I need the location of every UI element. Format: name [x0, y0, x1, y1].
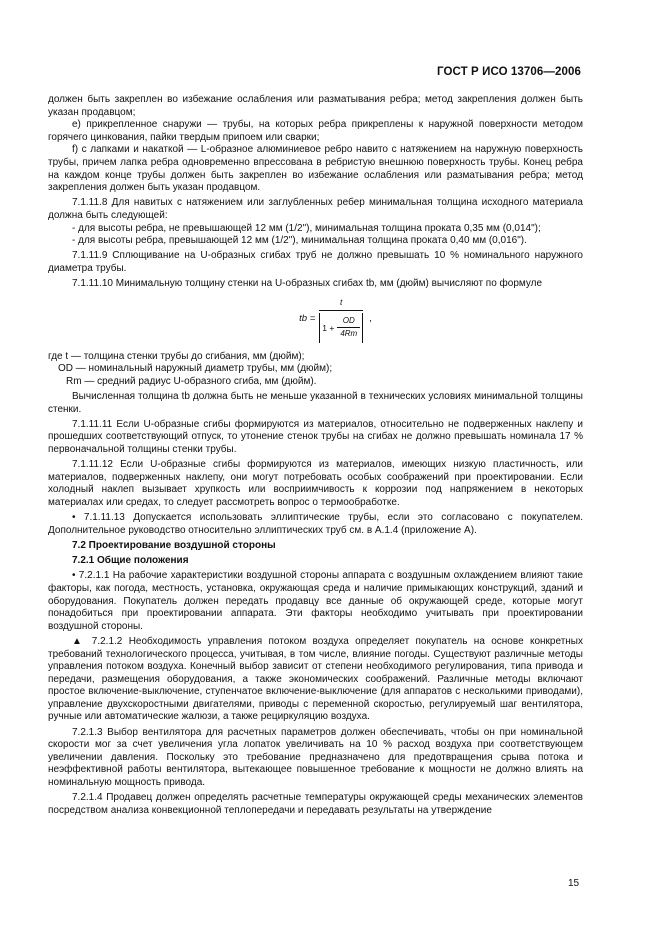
paragraph: е) прикрепленное снаружи — трубы, на которых ребра прикреплены к наружной поверхности методом горячего цинкования, пайки твердым припоем или сварки;	[48, 119, 583, 143]
paragraph: 7.2.1.3 Выбор вентилятора для расчетных параметров должен обеспечивать, чтобы он при номинальной скорости мог за счет увеличения угла лопаток увеличивать на 10 % расход воздуха при соответствующем увеличении давления. Поскольку это требование предназначено для предотвращения срыва потока и неэффективной работы вентилятора, вытекающее повышенное требование к мощности не должно влиять на номинальную мощность привода.	[48, 726, 583, 789]
paragraph: ▲ 7.2.1.2 Необходимость управления потоком воздуха определяет покупатель на основе конкретных требований технологического процесса, учитывая, в том числе, влияние погоды. Существуют различные методы управления потоком воздуха. Конечный выбор зависит от степени необходимого регулирования, типа привода и передачи, размещения оборудования, а также экономических соображений. Различные методы включают простое включение-выключение, ступенчатое включение-выключение (для аппаратов с несколькими приводами), управление двухскоростными двигателями, приводы с переменной скоростью, регулируемый шаг вентилятора, ручные или автоматические жалюзи, а также рециркуляцию воздуха.	[48, 635, 583, 723]
definition-item: Rm — средний радиус U-образного сгиба, мм (дюйм).	[66, 375, 317, 387]
paragraph: 7.1.11.11 Если U-образные сгибы формируются из материалов, относительно не подверженных наклепу и прошедших соответствующий отпуск, то утонение стенок трубы на сгибах не должно превышать номинала 17 % первоначальной толщины стенки трубы.	[48, 418, 583, 456]
definition-item: OD — номинальный наружный диаметр трубы, мм (дюйм);	[58, 363, 333, 375]
paragraph: 7.1.11.8 Для навитых с натяжением или заглубленных ребер минимальная толщина исходного материала должна быть следующей:	[48, 197, 583, 221]
document-body	[48, 94, 583, 817]
formula-one-plus: 1 +	[322, 322, 335, 333]
formula-inner-fraction	[337, 315, 360, 341]
paragraph: 7.1.11.12 Если U-образные сгибы формируются из материалов, имеющих низкую пластичность, или материалов, подверженных наклепу, они могут потребовать особых соображений при проектировании. Если холодный наклеп вызывает хрупкость или восприимчивость к коррозии под напряжением в некоторых материалах или средах, то следует рассмотреть вопрос о термообработке.	[48, 459, 583, 508]
paragraph: • 7.2.1.1 На рабочие характеристики воздушной стороны аппарата с воздушным охлаждением влияют такие факторы, как погода, местность, установка, окружающая среда и наличие примыкающих конструкций, зданий и оборудования. Покупатель должен передать продавцу все данные об окружающей среде, которые могут понадобиться при проектировании аппарата. Эти факторы необходимо учитывать при проектировании воздушной стороны.	[48, 570, 583, 632]
formula-inner-numerator: OD	[342, 315, 355, 325]
list-item: - для высоты ребра, превышающей 12 мм (1/2"), минимальная толщина проката 0,40 мм (0,016").	[72, 235, 527, 247]
subsection-heading: 7.2.1 Общие положения	[72, 555, 189, 567]
formula-denominator	[319, 310, 363, 343]
paragraph: должен быть закреплен во избежание ослабления или разматывания ребра; метод закрепления должен быть указан продавцом;	[48, 94, 583, 118]
formula-inner-denominator: 4Rm	[337, 327, 360, 341]
formula-numerator: t	[340, 297, 343, 308]
paragraph: f) с лапками и накаткой — L-образное алюминиевое ребро навито с натяжением на наружную поверхность трубы, причем лапка ребра одновременно впрессована в ребристую внешнюю поверхность трубы. Конец ребра на каждом конце трубы должен быть закреплен во избежание ослабления или разматывания ребра; метод закрепления должен быть указан продавцом.	[48, 144, 583, 194]
paragraph: 7.1.11.9 Сплющивание на U-образных сгибах труб не должно превышать 10 % номинального наружного диаметра трубы.	[48, 250, 583, 274]
paragraph: • 7.1.11.13 Допускается использовать эллиптические трубы, если это согласовано с покупателем. Дополнительное руководство относительно эллиптических труб см. в А.1.4 (приложение А).	[48, 512, 583, 536]
paragraph: 7.1.11.10 Минимальную толщину стенки на U-образных сгибах tb, мм (дюйм) вычисляют по формуле	[72, 278, 543, 290]
page-number: 15	[568, 878, 580, 889]
paragraph: 7.2.1.4 Продавец должен определять расчетные температуры окружающей среды механических элементов посредством анализа конвекционной теплопередачи и передавать результаты на утверждение	[48, 792, 583, 816]
paragraph: Вычисленная толщина tb должна быть не меньше указанной в технических условиях минимальной толщины стенки.	[48, 391, 583, 415]
formula-fraction	[319, 296, 363, 343]
wall-thickness-formula	[88, 295, 583, 345]
formula-lhs: tb =	[299, 313, 316, 325]
section-heading: 7.2 Проектирование воздушной стороны	[72, 539, 276, 551]
definition-item: где t — толщина стенки трубы до сгибания, мм (дюйм);	[48, 350, 305, 362]
formula-trailing-comma: ,	[369, 313, 372, 325]
list-item: - для высоты ребра, не превышающей 12 мм (1/2"), минимальная толщина проката 0,35 мм (0,014");	[72, 222, 541, 234]
formula-bracket	[319, 313, 363, 343]
standard-header: ГОСТ Р ИСО 13706—2006	[436, 66, 581, 78]
